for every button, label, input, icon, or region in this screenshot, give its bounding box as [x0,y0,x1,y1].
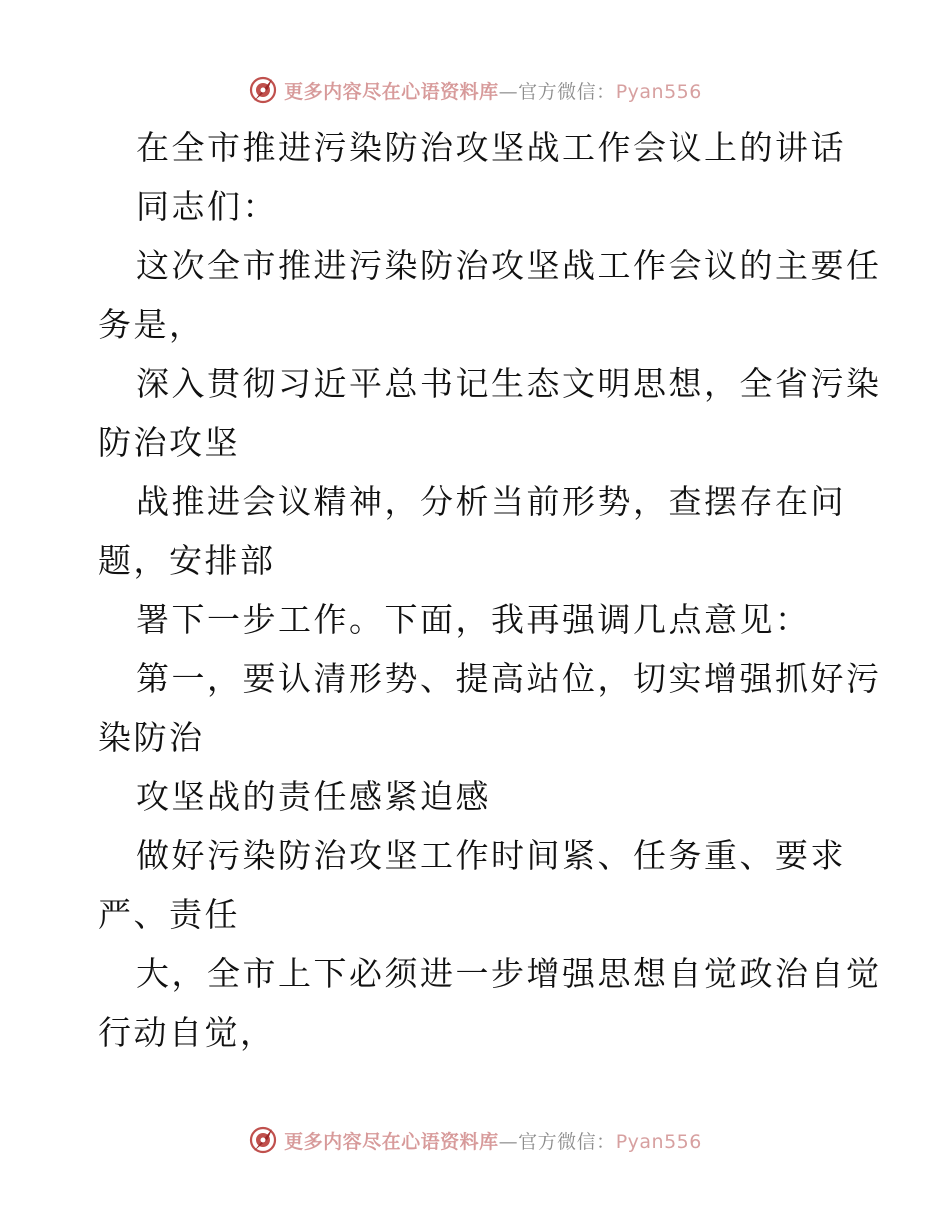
header-watermark [0,73,950,107]
watermark-separator: — [498,80,519,103]
watermark-separator: — [498,1130,519,1153]
paragraph-line: 深入贯彻习近平总书记生态文明思想，全省污染 [136,364,882,403]
watermark-wechat-id: Pyan556 [615,80,702,103]
section-heading-line: 染防治 [98,718,205,757]
paragraph-line: 大，全市上下必须进一步增强思想自觉政治自觉 [136,954,882,993]
watermark-wechat-id: Pyan556 [615,1130,702,1153]
quill-pen-logo-icon [248,75,278,105]
quill-pen-logo-icon [248,1125,278,1155]
salutation: 同志们： [136,187,278,226]
paragraph-line: 严、责任 [98,895,240,934]
watermark-wechat-label: 官方微信： [518,1130,616,1153]
paragraph-line: 题，安排部 [98,541,276,580]
paragraph-line: 务是， [98,305,205,344]
watermark-text [284,1127,702,1154]
document-body [98,118,882,1062]
paragraph-line: 做好污染防治攻坚工作时间紧、任务重、要求 [136,836,846,875]
paragraph-line: 署下一步工作。下面，我再强调几点意见： [136,600,811,639]
footer-watermark [0,1123,950,1157]
section-heading-line: 攻坚战的责任感紧迫感 [136,777,491,816]
watermark-wechat-label: 官方微信： [518,80,616,103]
paragraph-line: 这次全市推进污染防治攻坚战工作会议的主要任 [136,246,882,285]
document-title: 在全市推进污染防治攻坚战工作会议上的讲话 [136,128,846,167]
watermark-text [284,77,702,104]
section-heading-line: 第一，要认清形势、提高站位，切实增强抓好污 [136,659,882,698]
paragraph-line: 行动自觉， [98,1013,276,1052]
paragraph-line: 战推进会议精神，分析当前形势，查摆存在问 [136,482,846,521]
paragraph-line: 防治攻坚 [98,423,240,462]
watermark-brand: 更多内容尽在心语资料库 [284,1130,499,1153]
watermark-brand: 更多内容尽在心语资料库 [284,80,499,103]
